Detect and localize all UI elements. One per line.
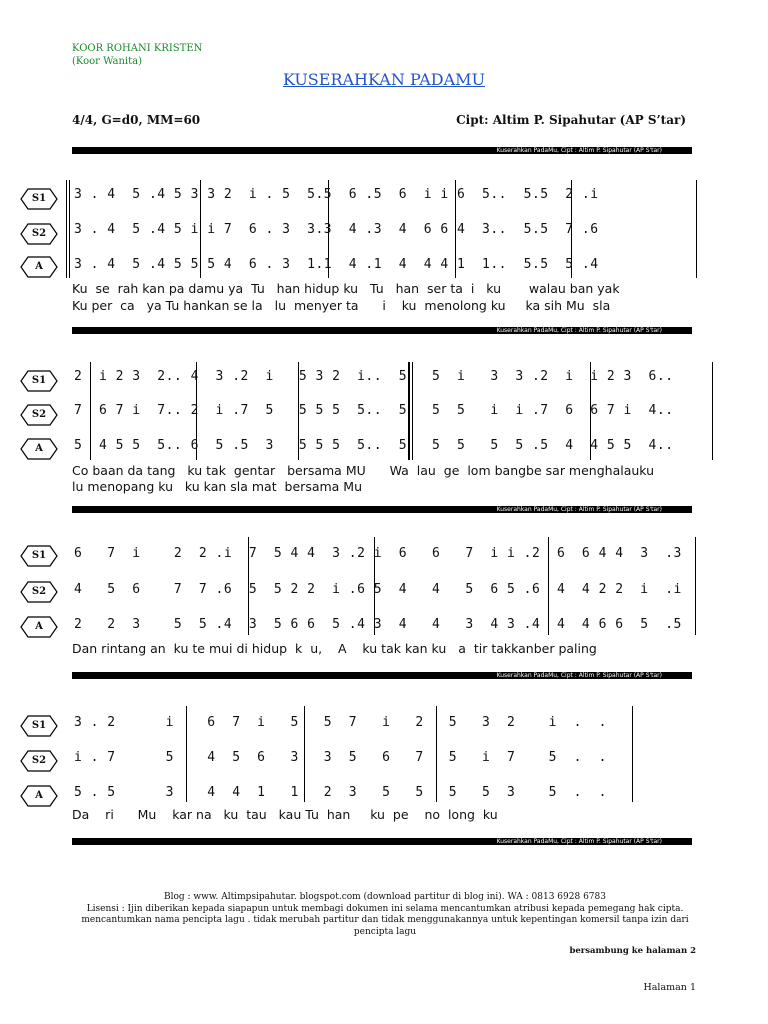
blog-info: Blog : www. Altimpsipahutar. blogspot.com (download partitur di blog ini). WA : 0813 6928 6783: [164, 892, 606, 902]
notes-s2: 3 . 4 5 .4 5 i i 7 6 . 3 3.3 4 .3 4 6 6 4 3.. 5.5 7 .6: [74, 222, 599, 237]
notes-a: 5 . 5 3 4 4 1 1 2 3 5 5 5 5 3 5 . .: [74, 785, 607, 800]
tempo-key: 4/4, G=d0, MM=60: [72, 113, 201, 127]
system-3: [0, 535, 768, 665]
license-line-1: Lisensi : Ijin diberikan kepada siapapun untuk membagi dokumen ini selama mencantumkan atribusi kepada pemegang hak cipta.: [86, 903, 684, 914]
lyric-line-2: Ku per ca ya Tu hankan se la lu menyer ta i ku menolong ku ka sih Mu sla: [72, 298, 611, 313]
lyric-line-1: Co baan da tang ku tak gentar bersama MU Wa lau ge lom bangbe sar menghalauku: [72, 463, 655, 478]
footer: [60, 892, 710, 938]
voice-label-s1: S1: [20, 545, 58, 567]
notes-a: 5 4 5 5 5.. 6 5 .5 3 5 5 5 5.. 5 5 5 5 5 .5 4 4 5 5 4..: [74, 438, 674, 453]
voice-label-a: A: [20, 438, 58, 460]
voice-label-s2: S2: [20, 404, 58, 426]
notes-a: 2 2 3 5 5 .4 3 5 6 6 5 .4 3 4 4 3 4 3 .4 4 4 6 6 5 .5: [74, 617, 682, 632]
choir-line2: (Koor Wanita): [72, 56, 142, 67]
voice-label-a: A: [20, 785, 58, 807]
lyric-line-2: lu menopang ku ku kan sla mat bersama Mu: [72, 479, 363, 494]
choir-name: [72, 42, 202, 68]
ribbon: Kuserahkan PadaMu, Cipt : Altim P. Sipahutar (AP S'tar): [72, 506, 692, 513]
system-2: [0, 360, 768, 500]
continued-note: bersambung ke halaman 2: [569, 946, 696, 956]
voice-label-s1: S1: [20, 715, 58, 737]
voice-label-s2: S2: [20, 223, 58, 245]
license-line-3: pencipta lagu: [353, 926, 417, 937]
system-1: [0, 170, 768, 320]
voice-label-s1: S1: [20, 188, 58, 210]
notes-s2: 7 6 7 i 7.. 2 i .7 5 5 5 5 5.. 5 5 5 i i .7 6 6 7 i 4..: [74, 403, 674, 418]
notes-s2: 4 5 6 7 7 .6 5 5 2 2 i .6 5 4 4 5 6 5 .6 4 4 2 2 i .i: [74, 582, 682, 597]
notes-a: 3 . 4 5 .4 5 5 5 4 6 . 3 1.1 4 .1 4 4 4 1 1.. 5.5 5 .4: [74, 257, 599, 272]
voice-label-s2: S2: [20, 750, 58, 772]
choir-line1: KOOR ROHANI KRISTEN: [72, 43, 203, 54]
lyric-line-1: Ku se rah kan pa damu ya Tu han hidup ku Tu han ser ta i ku walau ban yak: [72, 281, 620, 296]
ribbon: Kuserahkan PadaMu, Cipt : Altim P. Sipahutar (AP S'tar): [72, 672, 692, 679]
notes-s1: 6 7 i 2 2 .i 7 5 4 4 3 .2 i 6 6 7 i i .2 6 6 4 4 3 .3: [74, 546, 682, 561]
page-number: Halaman 1: [643, 982, 696, 993]
license-line-2: mencantumkan nama pencipta lagu . tidak merubah partitur dan tidak menggunakannya untuk kepentingan komersil tanpa izin dari: [81, 915, 689, 925]
voice-label-s1: S1: [20, 370, 58, 392]
voice-label-s2: S2: [20, 581, 58, 603]
ribbon: Kuserahkan PadaMu, Cipt : Altim P. Sipahutar (AP S'tar): [72, 147, 692, 154]
notes-s2: i . 7 5 4 5 6 3 3 5 6 7 5 i 7 5 . .: [74, 750, 607, 765]
ribbon: Kuserahkan PadaMu, Cipt : Altim P. Sipahutar (AP S'tar): [72, 838, 692, 845]
voice-label-a: A: [20, 256, 58, 278]
notes-s1: 3 . 2 i 6 7 i 5 5 7 i 2 5 3 2 i . .: [74, 715, 607, 730]
notes-s1: 2 i 2 3 2.. 4 3 .2 i 5 3 2 i.. 5 5 i 3 3 .2 i i 2 3 6..: [74, 369, 674, 384]
system-4: [0, 702, 768, 832]
composer: Cipt: Altim P. Sipahutar (AP S’tar): [456, 113, 686, 127]
voice-label-a: A: [20, 616, 58, 638]
notes-s1: 3 . 4 5 .4 5 3 3 2 i . 5 5.5 6 .5 6 i i 6 5.. 5.5 2 .i: [74, 187, 599, 202]
lyric-line-1: Dan rintang an ku te mui di hidup k u, A ku tak kan ku a tir takkanber paling: [72, 641, 597, 656]
ribbon: Kuserahkan PadaMu, Cipt : Altim P. Sipahutar (AP S'tar): [72, 327, 692, 334]
song-title: KUSERAHKAN PADAMU: [282, 70, 486, 89]
lyric-line-1: Da ri Mu kar na ku tau kau Tu han ku pe no long ku: [72, 807, 498, 822]
